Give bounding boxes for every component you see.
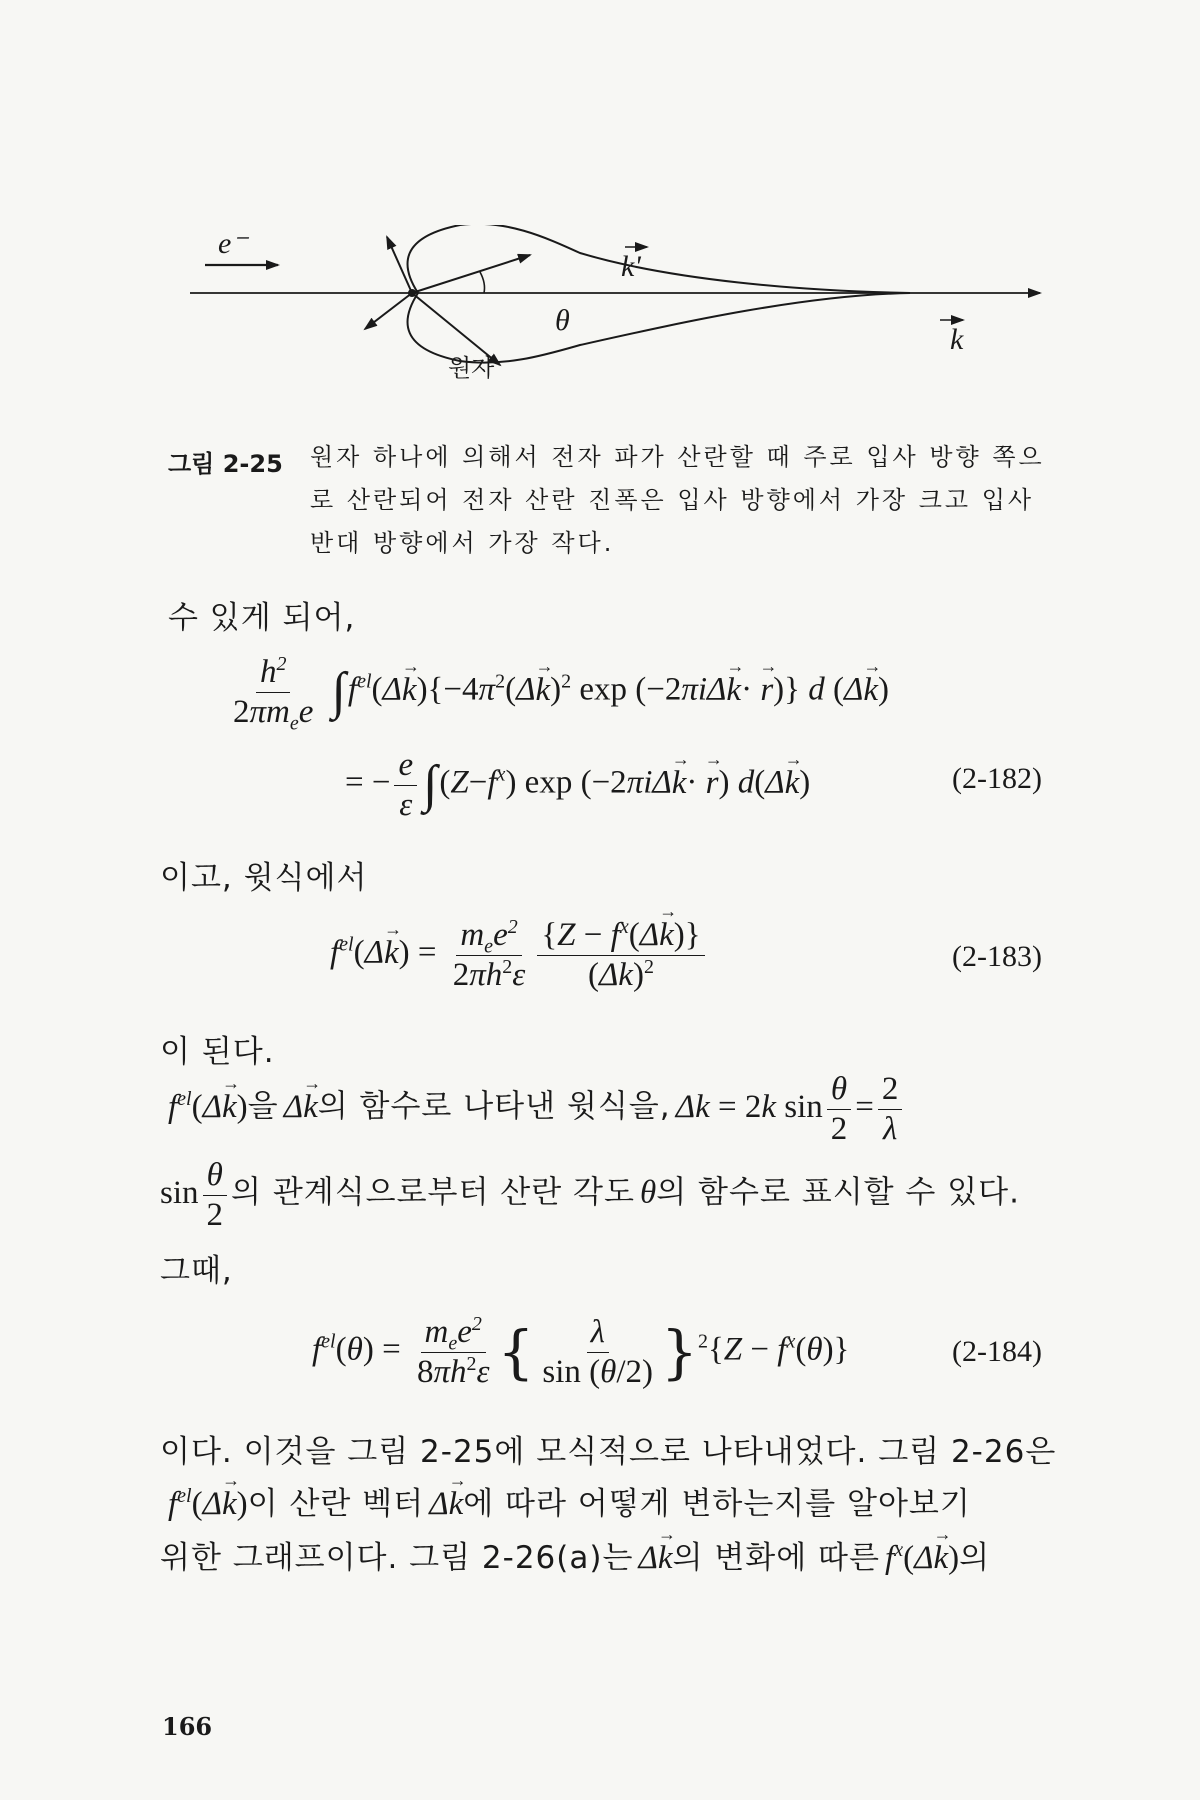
- paragraph-2: 이고, 윗식에서: [160, 860, 368, 896]
- p7-line3-b: 의 변화에 따른: [672, 1540, 880, 1576]
- back-vector-down: [365, 293, 412, 329]
- paragraph-4: $f^{el}(\Delta\to k)$을 Δ→ k의 함수로 나타낸 윗식을, Δk = 2k sin $\frac{\theta}{2}$ = $\frac{2}{\lambda}$: [168, 1072, 906, 1146]
- equation-2-183: $f^{el}(\Delta\to k)$ = $\frac{m_ee^2}{2\pi h^2\varepsilon}$ $\frac{\{Z - f^x(\Delta\to k)\}}{(\Delta k)^2}$: [330, 918, 709, 992]
- electron-label: e⁻: [218, 227, 248, 260]
- figure-caption: [310, 436, 1070, 565]
- p5-a: 의 관계식으로부터 산란 각도: [231, 1174, 635, 1211]
- paragraph-3: 이 된다.: [160, 1034, 275, 1070]
- kprime-label: k': [621, 250, 641, 283]
- equation-2-182-number: (2-182): [952, 762, 1042, 795]
- p7-line2-b: 에 따라 어떻게 변하는지를 알아보기: [463, 1486, 971, 1522]
- paragraph-7-line-1: 이다. 이것을 그림 2-25에 모식적으로 나타내었다. 그림 2-26은: [160, 1434, 1057, 1470]
- caption-line-3: 반대 방향에서 가장 작다.: [310, 529, 615, 557]
- paragraph-6: 그때,: [160, 1253, 233, 1289]
- k-label: k: [950, 323, 964, 356]
- equation-2-183-number: (2-183): [952, 940, 1042, 973]
- paragraph-7-line-2: $f^{el}(\Delta\to k)$이 산란 벡터 Δ→ k에 따라 어떻게 변하는지를 알아보기: [168, 1478, 971, 1523]
- page-number: 166: [162, 1712, 213, 1741]
- equation-2-182-line-2: = − $\frac{e}{\varepsilon}$ $\int(Z-f^x)$ exp (−2πiΔ→ k· → r) d(Δ→ k): [345, 748, 810, 822]
- theta-label: θ: [555, 304, 570, 337]
- caption-label: 그림 2-25: [168, 450, 283, 478]
- paragraph-1: 수 있게 되어,: [168, 600, 356, 636]
- paragraph-7-line-3: 위한 그래프이다. 그림 2-26(a)는 Δ→ k의 변화에 따른 $f^x(\Delta\to k)$의: [160, 1532, 990, 1577]
- angle-arc: [480, 272, 485, 293]
- atom-label: 원자: [448, 354, 495, 382]
- p7-line3-a: 위한 그래프이다. 그림 2-26(a)는: [160, 1540, 634, 1576]
- scattering-diagram: [150, 225, 1050, 450]
- equation-2-184-number: (2-184): [952, 1335, 1042, 1368]
- paragraph-5: sin $\frac{\theta}{2}$ 의 관계식으로부터 산란 각도 θ의 함수로 표시할 수 있다.: [160, 1157, 1020, 1233]
- atom-dot: [408, 289, 416, 297]
- equation-2-182-line-1: $\frac{h^2}{2\pi m_ee}$ $\int f^{el}(\Delta\to k)\{-4\pi^2(\Delta\to k)^2$ exp (−2πiΔ→ k· → r)} d (Δ→ k): [225, 655, 889, 729]
- caption-line-1: 원자 하나에 의해서 전자 파가 산란할 때 주로 입사 방향 쪽으: [310, 443, 1045, 471]
- p4-a: 을: [247, 1088, 279, 1125]
- caption-line-2: 로 산란되어 전자 산란 진폭은 입사 방향에서 가장 크고 입사: [310, 486, 1035, 514]
- scattered-vector: [412, 255, 530, 293]
- equation-2-184: $f^{el}(\theta)$ = $\frac{m_ee^2}{8\pi h^2\varepsilon}$ { $\frac{\lambda}{\sin (\theta/2)}$ }$^2\{Z - f^x(\theta)\}$: [312, 1313, 850, 1390]
- p4-b: 의 함수로 나타낸 윗식을,: [317, 1088, 671, 1125]
- p5-b: 의 함수로 표시할 수 있다.: [656, 1174, 1020, 1211]
- p7-line3-c: 의: [959, 1540, 991, 1576]
- p7-line2-a: 이 산란 벡터: [247, 1486, 425, 1522]
